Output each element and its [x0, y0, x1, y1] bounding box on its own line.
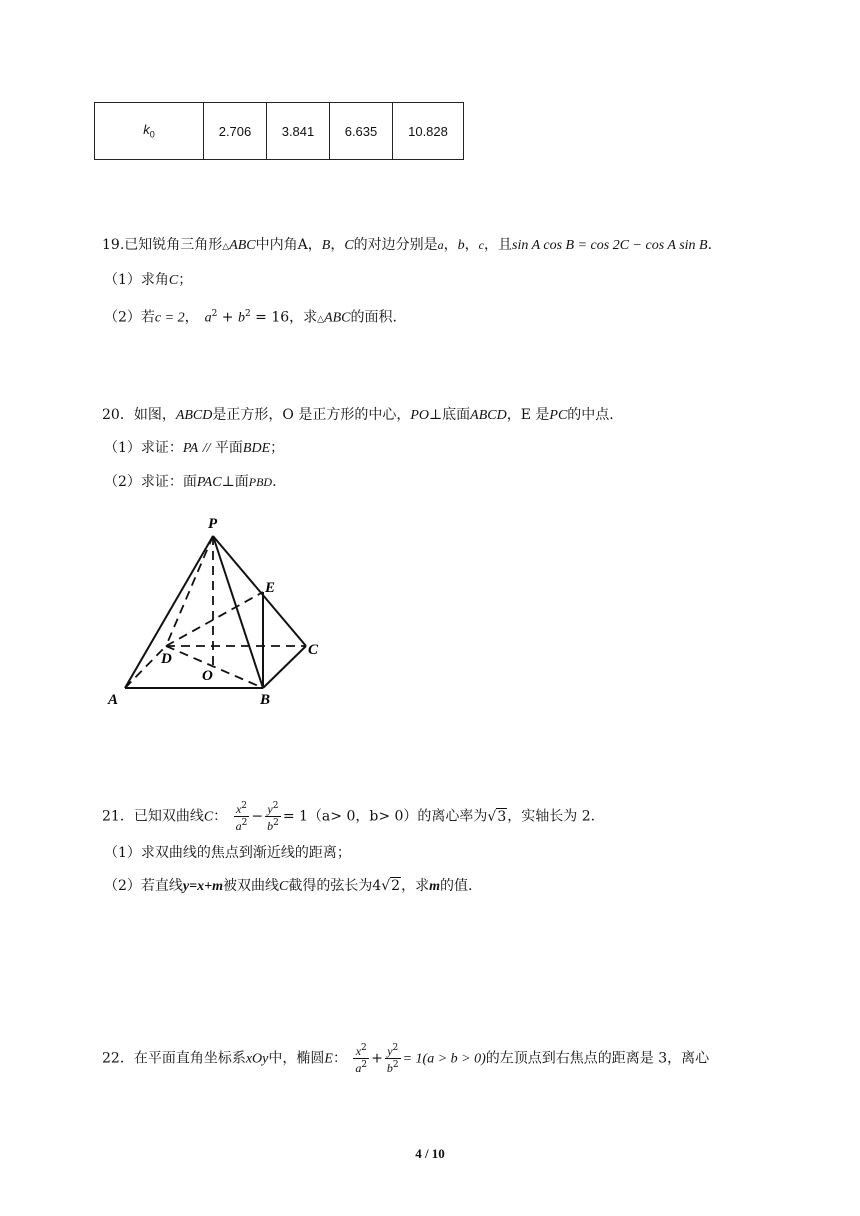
label-B: B: [260, 692, 271, 708]
table-cell: 6.635: [330, 103, 393, 160]
edge-BC: [263, 646, 306, 688]
table-cell: 3.841: [267, 103, 330, 160]
table-cell: 10.828: [393, 103, 464, 160]
sqrt-2: √2: [381, 878, 401, 894]
table-header-k0: $k_0$: [95, 103, 204, 160]
q19-stem: 19.已知锐角三角形△ABC中内角A，B，C的对边分别是a，b，c，且sin A cos B = cos 2C − cos A sin B.: [102, 237, 713, 253]
q20-part2: （2）求证：面PAC⊥面PBD.: [104, 474, 277, 490]
q19-equation: sin A cos B = cos 2C − cos A sin B: [512, 238, 708, 253]
q22-stem: 22．在平面直角坐标系xOy中，椭圆E： $\frac{x^2}{a^2}$ + $\frac{y^2}{b^2}$ = 1(a > b > 0)的左顶点到右焦点的距离是 3，离心: [102, 1043, 710, 1075]
sqrt-3: √3: [487, 808, 507, 825]
label-P: P: [208, 516, 218, 532]
q20-stem: 20．如图，ABCD是正方形，O 是正方形的中心，PO⊥底面ABCD，E 是PC的中点.: [102, 407, 614, 423]
edge-DB: [166, 646, 263, 688]
q20-part1: （1）求证：PA // 平面BDE；: [104, 440, 285, 456]
label-A: A: [108, 692, 119, 708]
fraction-x2-a2: $\frac{x^2}{a^2}$: [355, 1043, 368, 1075]
label-O: O: [202, 668, 213, 684]
edge-DE: [166, 592, 263, 646]
q19-part2: （2）若c = 2， $a^2 + b^2 = 16$，求△ABC的面积.: [104, 309, 397, 326]
q19-part1: （1）求角C；: [104, 272, 193, 288]
q21-stem: 21．已知双曲线C： $\frac{x^2}{a^2}$ − $\frac{y^2}{b^2}$ = 1（a> 0，b> 0）的离心率为√3，实轴长为 2.: [102, 801, 596, 833]
q21-part1: （1）求双曲线的焦点到渐近线的距离；: [104, 845, 351, 861]
fraction-x2-a2: $\frac{x^2}{a^2}$: [235, 801, 248, 833]
label-D: D: [161, 651, 172, 667]
page-number: 4 / 10: [415, 1146, 445, 1161]
edge-PD: [166, 536, 213, 646]
edge-PB: [213, 536, 263, 688]
table-cell: 2.706: [204, 103, 267, 160]
critical-value-table: [94, 102, 464, 160]
q21-part2: （2）若直线y=x+m被双曲线C截得的弦长为4√2，求m的值.: [104, 878, 473, 894]
label-C: C: [308, 642, 319, 658]
label-E: E: [265, 580, 276, 596]
fraction-y2-b2: $\frac{y^2}{b^2}$: [267, 801, 279, 833]
edge-PC: [213, 536, 306, 646]
table-row: [95, 103, 464, 160]
pyramid-figure: [100, 510, 340, 710]
fraction-y2-b2: $\frac{y^2}{b^2}$: [386, 1043, 399, 1075]
